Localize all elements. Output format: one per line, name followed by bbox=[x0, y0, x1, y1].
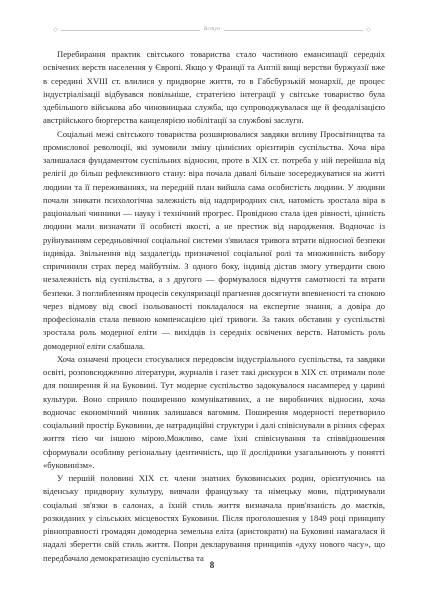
page-number: 8 bbox=[209, 560, 215, 570]
header-rule-left bbox=[61, 30, 200, 31]
ornament-left-icon: ◇ bbox=[53, 27, 58, 33]
header-rule-right bbox=[224, 30, 363, 31]
paragraph: Соціальні межі світського товариства розширювалися завдяки впливу Просвітництва та промислової революції, які зумовили зміну ціннісних орієнтирів суспільства. Хоча віра залишалася фундаментом суспільних відносин, проте в XIX ст. потреба у ній перейшла від релігії до більш рефлексивного стану: віра почала давалі більше зосереджуватися на житті людини та її переживаннях, на передній план вийшла сама особистість людини. У людини почали зникати психологічна залежність від надприродних сил, натомість зростала віра в раціональні чинники — науку і технічний прогрес. Провідною стала ідея рівності, цінність людини мали визначати її особисті якості, а не престиж від народження. Водночас із руйнуванням середньовічної соціальної системи з'явилася тривога втрати відносної безпеки індивіда. Звільнення від заздалегідь призначеної соціальної ролі та множинність вибору спричинили страх перед майбутнім. З одного боку, індивід дістав змогу утвердити свою незалежність від суспільства, а з другого — формувалося відчуття самотності та втрати безпеки. З поглибленням процесів секуляризації прагнення досягнути впевненості та спокою через відмову від своєї ізольованості покладалося на експертне знання, а довіра до професіоналів стала певною компенсацією цієї тривоги. За таких обставин у суспільстві зростала роль модерної еліти — вихідців із середніх освічених верств. Натомість роль домодерної еліти слабшала. bbox=[43, 128, 385, 351]
paragraph: Хоча означені процеси стосувалися передовсім індустріального суспільства, та завдяки освіті, розповсюдженню літератури, журналів і газет такі дискурси в XIX ст. отримали поле для поширення й на Буковині. Тут модерне суспільство задокувалося насамперед у царині культури. Воно сприяло поширенню комунікативних, а не виробничих відносин, хоча водночас економічний чинник залишався вагомим. Поширення модерності перетворило соціальний простір Буковини, де натрадиційні структури і далі співіснували в різних сферах життя тією чи іншою мірою.Можливо, саме їхні співіснування та співвідношення сформували особливу регіональну ідентичність, що її дослідники узагальнюють у понятті «буковинізм». bbox=[43, 353, 385, 470]
running-head-title: Вступ bbox=[203, 26, 221, 33]
running-head bbox=[50, 24, 374, 36]
ornament-right-icon: ◇ bbox=[366, 27, 372, 33]
paragraph: У першій половині XIX ст. члени знатних буковинських родин, орієнтуючись на віденську придворну культуру, вивчали французьку та німецьку мови, підтримували соціальні зв'язки в салонах, а їхній стиль життя визначала прив'язаність до маєтків, розкиданих у сільських місцевостях Буковини. Після проголошення у 1849 році принципу рівноправності громадян домодерна земельна еліта (аристократи) на Буковині намагалася й надалі зберегти свій стиль життя. Попри декларування принципів «духу нового часу», що передбачало демократизацію суспільства та bbox=[43, 473, 385, 563]
paragraph: Перебирання практик світського товариства стало частиною емансипації середніх освічених верств населення у Європі. Якщо у Франції та Англії вищі верстви буржуазії вже в середині XVIII ст. влилися у придворне життя, то в Габсбурзькій монархії, де процес індустріалізації відбувався повільніше, стратегією інтеграції у світське товариство була здебільшого військова або чиновницька служба, що супроводжувалася ще й феодалізацією австрійського бюргерства канцелярією нобілітації за службові заслуги. bbox=[43, 49, 385, 126]
body-text bbox=[43, 48, 385, 565]
